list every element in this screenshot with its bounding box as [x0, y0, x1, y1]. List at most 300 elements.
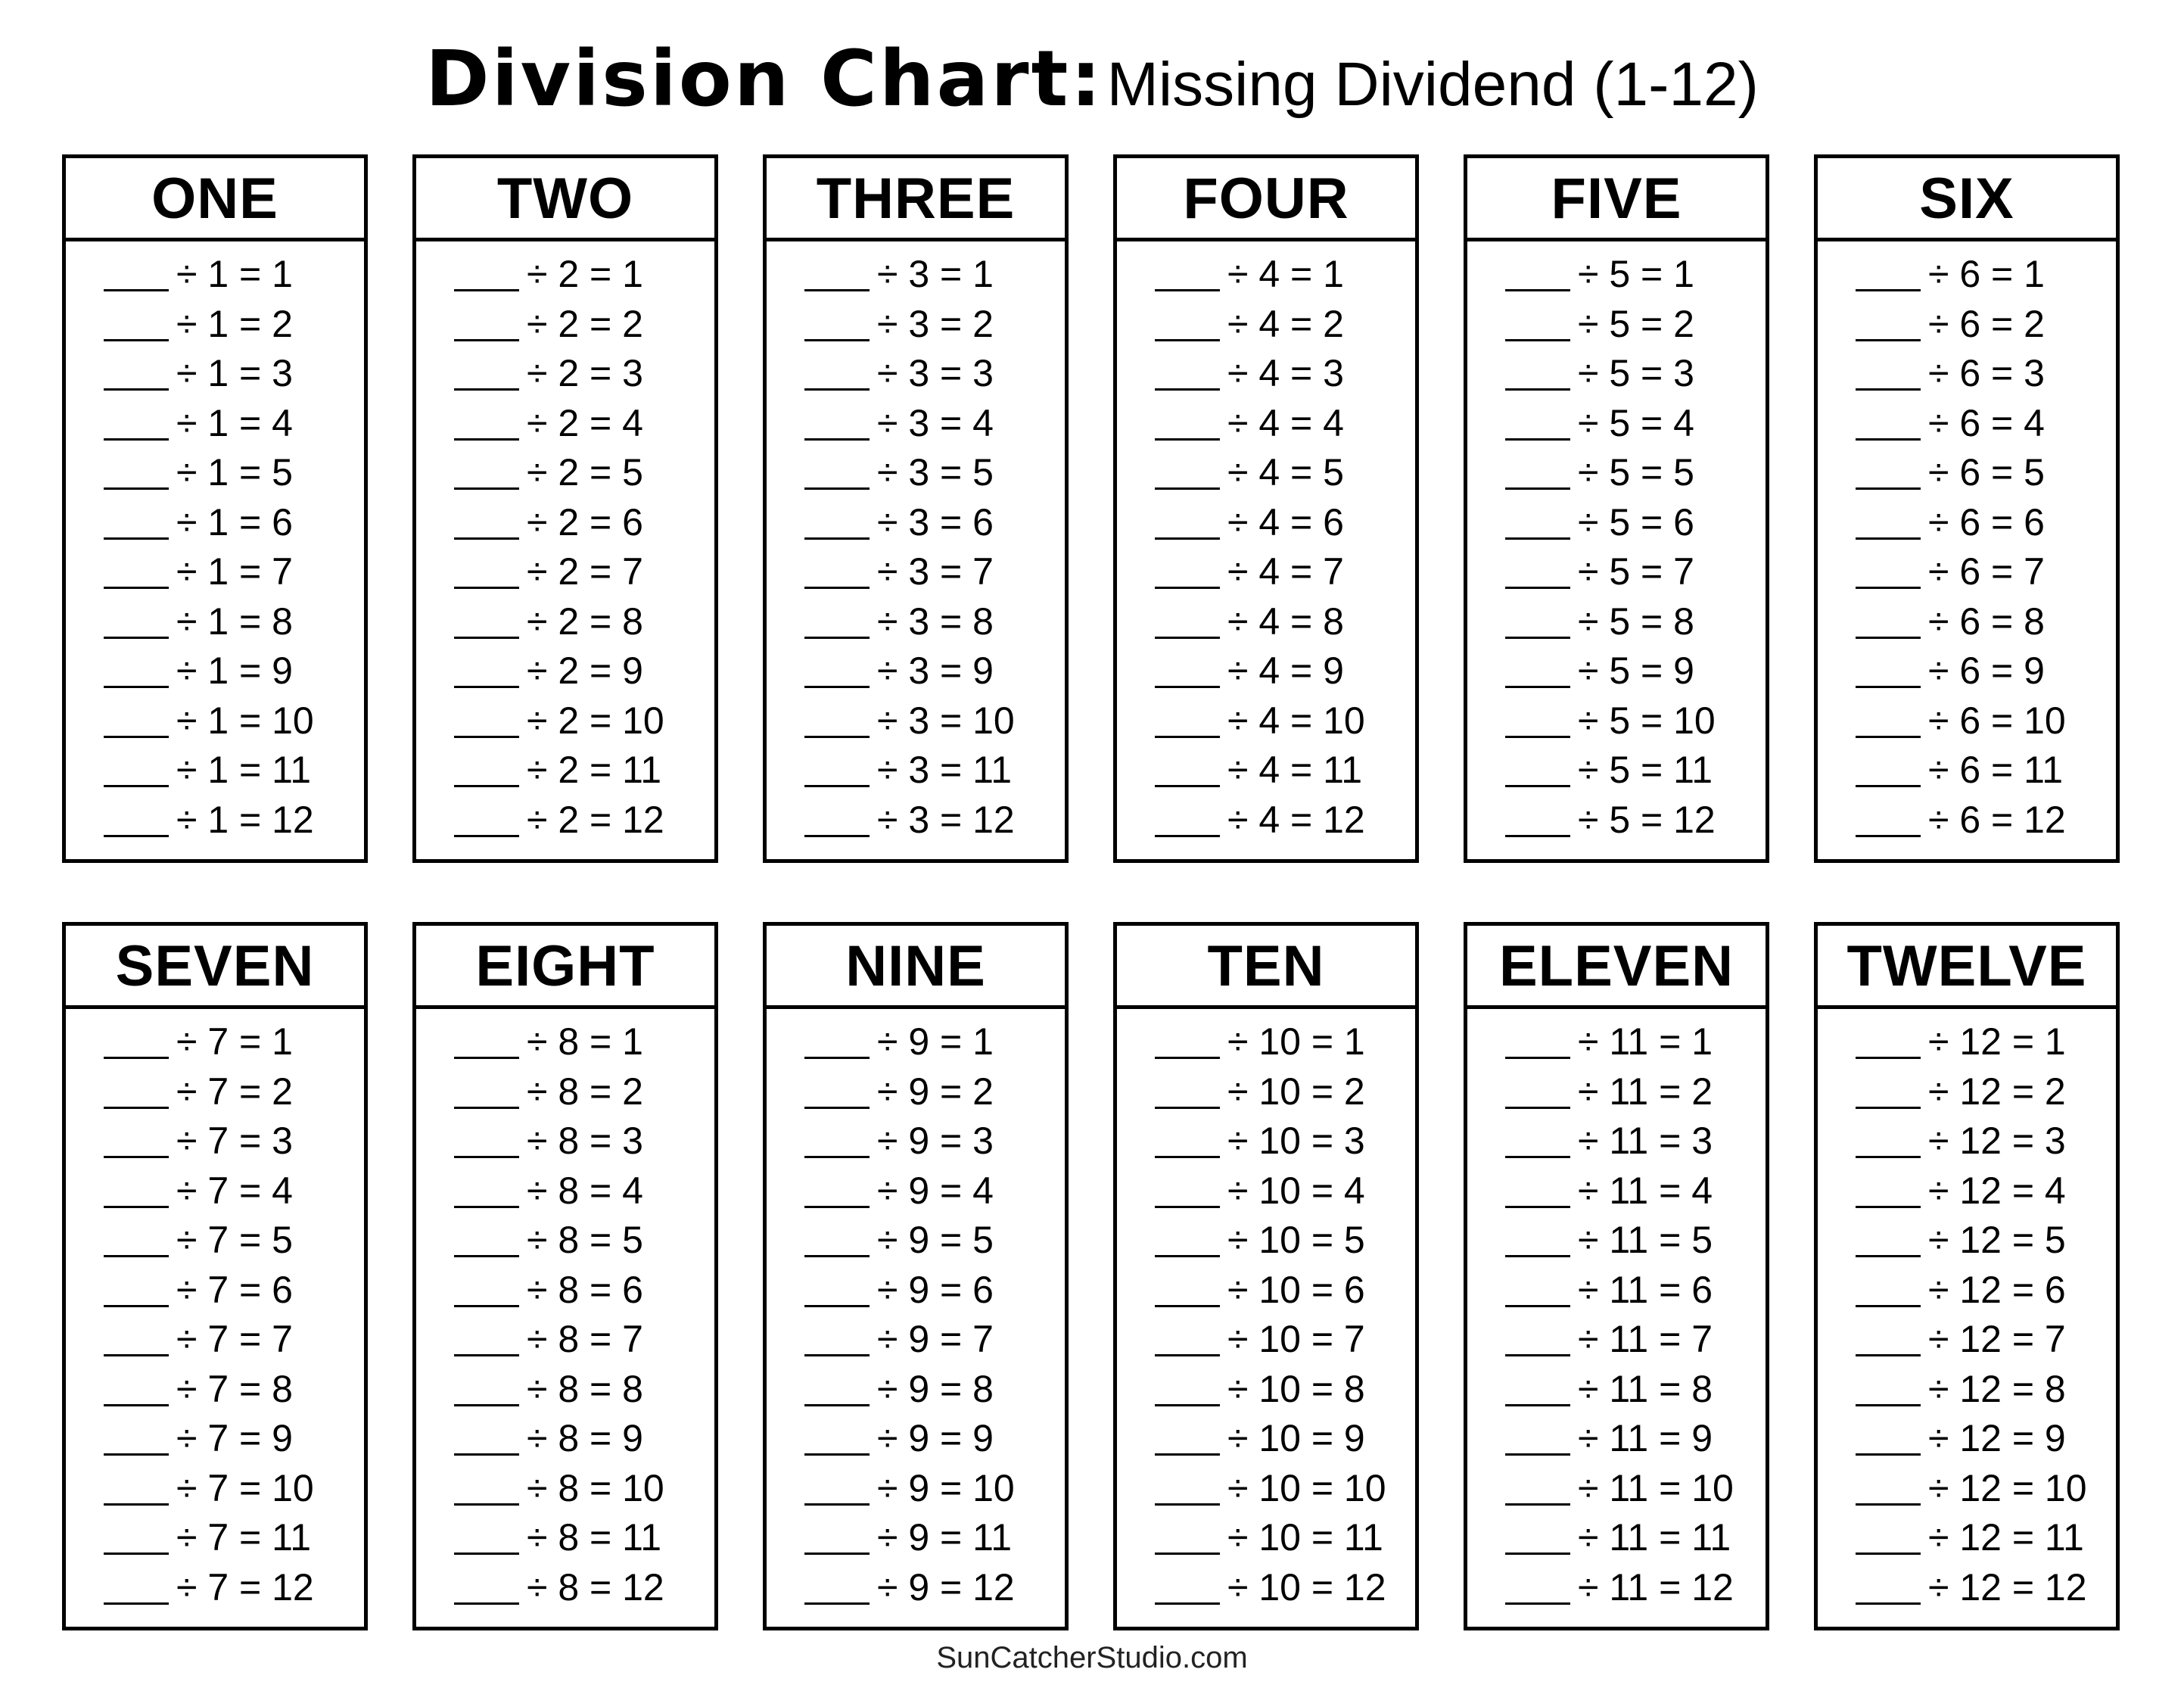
title-subtitle: Missing Dividend (1-12)	[1106, 50, 1759, 119]
equation-row	[1117, 1215, 1415, 1265]
equation-row	[416, 249, 714, 299]
answer-blank[interactable]	[1155, 785, 1220, 787]
answer-blank[interactable]	[804, 785, 870, 787]
card-header: FIVE	[1467, 158, 1766, 241]
answer-blank[interactable]	[104, 1553, 169, 1555]
answer-blank[interactable]	[1155, 487, 1220, 490]
answer-blank[interactable]	[104, 1503, 169, 1506]
equation-row	[767, 1562, 1065, 1612]
equation-text: ÷ 7 = 5	[176, 1219, 293, 1261]
answer-blank[interactable]	[1856, 686, 1921, 688]
equation-row	[416, 596, 714, 646]
answer-blank[interactable]	[1505, 587, 1570, 589]
answer-blank[interactable]	[1505, 438, 1570, 441]
equation-row	[1117, 249, 1415, 299]
equation-row	[1467, 1215, 1766, 1265]
answer-blank[interactable]	[1505, 537, 1570, 540]
division-card-three	[763, 154, 1069, 863]
answer-blank[interactable]	[1155, 438, 1220, 441]
equation-row	[1467, 1562, 1766, 1612]
equation-text: ÷ 5 = 7	[1578, 550, 1694, 593]
answer-blank[interactable]	[804, 1404, 870, 1406]
equation-row	[1117, 547, 1415, 596]
answer-blank[interactable]	[104, 438, 169, 441]
equation-row	[1818, 1116, 2116, 1166]
answer-blank[interactable]	[1505, 1305, 1570, 1307]
answer-blank[interactable]	[1856, 1503, 1921, 1506]
equation-text: ÷ 5 = 6	[1578, 500, 1694, 543]
equation-text: ÷ 4 = 5	[1227, 451, 1344, 494]
equation-text: ÷ 2 = 1	[527, 253, 643, 295]
equation-row	[767, 1512, 1065, 1562]
equation-text: ÷ 9 = 11	[877, 1516, 1013, 1559]
answer-blank[interactable]	[1505, 1553, 1570, 1555]
answer-blank[interactable]	[804, 1453, 870, 1456]
equation-row	[416, 1265, 714, 1315]
answer-blank[interactable]	[1856, 339, 1921, 341]
equation-text: ÷ 7 = 10	[176, 1466, 314, 1509]
answer-blank[interactable]	[804, 537, 870, 540]
equation-row	[1117, 1364, 1415, 1414]
equation-text: ÷ 9 = 1	[877, 1020, 994, 1063]
equation-row	[1818, 696, 2116, 746]
equation-row	[1117, 1067, 1415, 1117]
answer-blank[interactable]	[804, 1503, 870, 1506]
equation-row	[66, 249, 364, 299]
equation-text: ÷ 8 = 9	[527, 1417, 643, 1459]
equation-text: ÷ 6 = 9	[1928, 649, 2045, 692]
equation-row	[416, 1116, 714, 1166]
answer-blank[interactable]	[1856, 438, 1921, 441]
answer-blank[interactable]	[454, 1107, 519, 1109]
equation-row	[767, 696, 1065, 746]
equation-row	[1818, 547, 2116, 596]
answer-blank[interactable]	[1856, 1206, 1921, 1208]
equation-row	[416, 1512, 714, 1562]
answer-blank[interactable]	[1856, 1354, 1921, 1356]
answer-blank[interactable]	[1155, 339, 1220, 341]
equation-row	[416, 547, 714, 596]
equation-row	[1818, 299, 2116, 349]
answer-blank[interactable]	[1856, 388, 1921, 391]
answer-blank[interactable]	[454, 1156, 519, 1158]
equation-text: ÷ 4 = 11	[1227, 749, 1363, 791]
card-header: EIGHT	[416, 926, 714, 1009]
answer-blank[interactable]	[1505, 487, 1570, 490]
equation-row	[416, 348, 714, 398]
equation-row	[767, 1116, 1065, 1166]
answer-blank[interactable]	[104, 1206, 169, 1208]
equation-row	[1467, 1314, 1766, 1364]
equation-row	[416, 1067, 714, 1117]
equation-row	[1467, 348, 1766, 398]
answer-blank[interactable]	[1155, 1354, 1220, 1356]
answer-blank[interactable]	[804, 1602, 870, 1605]
answer-blank[interactable]	[1505, 1503, 1570, 1506]
answer-blank[interactable]	[454, 835, 519, 837]
answer-blank[interactable]	[454, 1602, 519, 1605]
answer-blank[interactable]	[1505, 835, 1570, 837]
equation-row	[1117, 1314, 1415, 1364]
answer-blank[interactable]	[1155, 637, 1220, 639]
answer-blank[interactable]	[454, 1354, 519, 1356]
equation-text: ÷ 9 = 7	[877, 1318, 994, 1360]
equation-text: ÷ 2 = 9	[527, 649, 643, 692]
equation-text: ÷ 11 = 12	[1578, 1565, 1734, 1609]
equation-row	[1818, 1562, 2116, 1612]
answer-blank[interactable]	[804, 835, 870, 837]
equation-row	[1818, 249, 2116, 299]
equation-row	[1117, 1463, 1415, 1513]
equation-text: ÷ 11 = 9	[1578, 1417, 1713, 1459]
answer-blank[interactable]	[104, 1602, 169, 1605]
answer-blank[interactable]	[804, 1057, 870, 1059]
answer-blank[interactable]	[1505, 1354, 1570, 1356]
answer-blank[interactable]	[1155, 587, 1220, 589]
equation-row	[1117, 1512, 1415, 1562]
answer-blank[interactable]	[804, 686, 870, 688]
equation-row	[66, 646, 364, 696]
card-header: NINE	[767, 926, 1065, 1009]
answer-blank[interactable]	[104, 487, 169, 490]
answer-blank[interactable]	[1505, 736, 1570, 738]
answer-blank[interactable]	[104, 1305, 169, 1307]
equation-text: ÷ 12 = 2	[1928, 1070, 2066, 1113]
answer-blank[interactable]	[1155, 1107, 1220, 1109]
equation-text: ÷ 6 = 10	[1928, 699, 2066, 742]
equation-row	[1117, 745, 1415, 795]
answer-blank[interactable]	[1505, 1602, 1570, 1605]
answer-blank[interactable]	[804, 1354, 870, 1356]
answer-blank[interactable]	[1155, 835, 1220, 837]
answer-blank[interactable]	[1856, 1453, 1921, 1456]
answer-blank[interactable]	[1505, 339, 1570, 341]
equation-row	[416, 1463, 714, 1513]
equation-row	[767, 398, 1065, 448]
answer-blank[interactable]	[1856, 537, 1921, 540]
answer-blank[interactable]	[454, 785, 519, 787]
equation-text: ÷ 5 = 5	[1578, 451, 1694, 494]
card-header: TWO	[416, 158, 714, 241]
answer-blank[interactable]	[1856, 1305, 1921, 1307]
answer-blank[interactable]	[804, 487, 870, 490]
answer-blank[interactable]	[454, 537, 519, 540]
equation-text: ÷ 1 = 8	[176, 600, 293, 643]
answer-blank[interactable]	[1856, 736, 1921, 738]
equation-row	[66, 348, 364, 398]
equation-row	[1467, 795, 1766, 845]
answer-blank[interactable]	[1155, 1206, 1220, 1208]
answer-blank[interactable]	[1155, 289, 1220, 291]
answer-blank[interactable]	[104, 637, 169, 639]
equation-text: ÷ 6 = 4	[1928, 401, 2045, 444]
equation-row	[1117, 596, 1415, 646]
equation-row	[767, 299, 1065, 349]
answer-blank[interactable]	[454, 587, 519, 589]
equation-row	[1467, 596, 1766, 646]
equation-text: ÷ 3 = 7	[877, 550, 994, 593]
answer-blank[interactable]	[1505, 1404, 1570, 1406]
answer-blank[interactable]	[1856, 637, 1921, 639]
answer-blank[interactable]	[1155, 736, 1220, 738]
equation-text: ÷ 2 = 12	[527, 798, 664, 841]
answer-blank[interactable]	[104, 289, 169, 291]
division-card-eleven	[1464, 922, 1769, 1630]
equation-row	[1818, 1166, 2116, 1216]
equation-text: ÷ 11 = 6	[1578, 1268, 1713, 1311]
answer-blank[interactable]	[454, 1255, 519, 1257]
equation-text: ÷ 10 = 2	[1227, 1070, 1365, 1113]
equation-text: ÷ 10 = 1	[1227, 1020, 1365, 1063]
answer-blank[interactable]	[454, 686, 519, 688]
equation-row	[1117, 398, 1415, 448]
equation-text: ÷ 4 = 4	[1227, 401, 1344, 444]
equation-text: ÷ 12 = 4	[1928, 1169, 2066, 1212]
equation-text: ÷ 6 = 11	[1928, 749, 2064, 791]
equation-text: ÷ 4 = 3	[1227, 352, 1344, 394]
answer-blank[interactable]	[104, 388, 169, 391]
answer-blank[interactable]	[104, 835, 169, 837]
answer-blank[interactable]	[804, 1255, 870, 1257]
answer-blank[interactable]	[1856, 835, 1921, 837]
answer-blank[interactable]	[1856, 1057, 1921, 1059]
answer-blank[interactable]	[1155, 1453, 1220, 1456]
equation-row	[416, 1215, 714, 1265]
answer-blank[interactable]	[804, 289, 870, 291]
equation-row	[1818, 1314, 2116, 1364]
answer-blank[interactable]	[454, 1057, 519, 1059]
answer-blank[interactable]	[1155, 537, 1220, 540]
answer-blank[interactable]	[804, 1156, 870, 1158]
equation-text: ÷ 3 = 6	[877, 500, 994, 543]
equation-text: ÷ 8 = 6	[527, 1268, 643, 1311]
answer-blank[interactable]	[804, 339, 870, 341]
answer-blank[interactable]	[1856, 1404, 1921, 1406]
equation-row	[66, 1512, 364, 1562]
equation-text: ÷ 9 = 2	[877, 1070, 994, 1113]
answer-blank[interactable]	[454, 1404, 519, 1406]
equation-row	[1818, 1067, 2116, 1117]
answer-blank[interactable]	[104, 1404, 169, 1406]
equation-row	[1467, 1364, 1766, 1414]
answer-blank[interactable]	[804, 587, 870, 589]
equation-text: ÷ 8 = 12	[527, 1565, 664, 1609]
answer-blank[interactable]	[1856, 289, 1921, 291]
equation-text: ÷ 11 = 1	[1578, 1020, 1713, 1063]
equation-row	[416, 1166, 714, 1216]
answer-blank[interactable]	[1856, 1553, 1921, 1555]
answer-blank[interactable]	[1155, 1404, 1220, 1406]
equation-text: ÷ 2 = 6	[527, 500, 643, 543]
equation-text: ÷ 7 = 9	[176, 1417, 293, 1459]
equation-row	[1117, 497, 1415, 547]
answer-blank[interactable]	[1155, 1255, 1220, 1257]
answer-blank[interactable]	[804, 736, 870, 738]
equation-row	[416, 447, 714, 497]
answer-blank[interactable]	[1505, 388, 1570, 391]
equation-text: ÷ 11 = 11	[1578, 1516, 1731, 1559]
answer-blank[interactable]	[1505, 1453, 1570, 1456]
answer-blank[interactable]	[104, 587, 169, 589]
division-card-twelve	[1814, 922, 2120, 1630]
answer-blank[interactable]	[1856, 587, 1921, 589]
equation-text: ÷ 5 = 3	[1578, 352, 1694, 394]
equation-row	[416, 1364, 714, 1414]
equation-row	[1467, 398, 1766, 448]
equation-row	[767, 1364, 1065, 1414]
equation-text: ÷ 12 = 7	[1928, 1318, 2066, 1360]
answer-blank[interactable]	[804, 1107, 870, 1109]
answer-blank[interactable]	[1505, 686, 1570, 688]
answer-blank[interactable]	[104, 1255, 169, 1257]
answer-blank[interactable]	[1856, 1107, 1921, 1109]
equation-row	[66, 795, 364, 845]
division-card-six	[1814, 154, 2120, 863]
answer-blank[interactable]	[1856, 1255, 1921, 1257]
answer-blank[interactable]	[1505, 1107, 1570, 1109]
answer-blank[interactable]	[454, 1453, 519, 1456]
answer-blank[interactable]	[454, 637, 519, 639]
answer-blank[interactable]	[454, 1503, 519, 1506]
answer-blank[interactable]	[454, 736, 519, 738]
equation-row	[66, 1314, 364, 1364]
answer-blank[interactable]	[104, 1156, 169, 1158]
equation-text: ÷ 7 = 6	[176, 1268, 293, 1311]
equation-row	[767, 1463, 1065, 1513]
equation-row	[1818, 1017, 2116, 1067]
answer-blank[interactable]	[1155, 1602, 1220, 1605]
answer-blank[interactable]	[454, 289, 519, 291]
division-card-eight	[412, 922, 718, 1630]
answer-blank[interactable]	[104, 1107, 169, 1109]
answer-blank[interactable]	[1505, 1156, 1570, 1158]
equation-text: ÷ 2 = 3	[527, 352, 643, 394]
answer-blank[interactable]	[804, 1553, 870, 1555]
answer-blank[interactable]	[454, 487, 519, 490]
equation-text: ÷ 1 = 10	[176, 699, 314, 742]
answer-blank[interactable]	[1505, 1057, 1570, 1059]
answer-blank[interactable]	[454, 438, 519, 441]
answer-blank[interactable]	[104, 1354, 169, 1356]
answer-blank[interactable]	[1856, 487, 1921, 490]
answer-blank[interactable]	[104, 686, 169, 688]
answer-blank[interactable]	[804, 438, 870, 441]
card-header: SEVEN	[66, 926, 364, 1009]
equation-row	[1818, 1512, 2116, 1562]
answer-blank[interactable]	[1505, 289, 1570, 291]
equation-text: ÷ 5 = 12	[1578, 798, 1716, 841]
equation-row	[767, 1215, 1065, 1265]
equation-text: ÷ 4 = 1	[1227, 253, 1344, 295]
equation-text: ÷ 3 = 8	[877, 600, 994, 643]
equation-text: ÷ 1 = 4	[176, 401, 293, 444]
answer-blank[interactable]	[454, 339, 519, 341]
equation-text: ÷ 11 = 7	[1578, 1318, 1713, 1360]
answer-blank[interactable]	[454, 1305, 519, 1307]
equation-text: ÷ 8 = 5	[527, 1219, 643, 1261]
equation-text: ÷ 10 = 3	[1227, 1120, 1365, 1162]
answer-blank[interactable]	[1856, 785, 1921, 787]
equation-row	[1818, 745, 2116, 795]
equation-row	[1467, 1017, 1766, 1067]
answer-blank[interactable]	[104, 1057, 169, 1059]
answer-blank[interactable]	[1505, 785, 1570, 787]
equation-row	[66, 1116, 364, 1166]
answer-blank[interactable]	[1155, 1553, 1220, 1555]
equation-row	[1467, 249, 1766, 299]
answer-blank[interactable]	[1155, 388, 1220, 391]
equation-row	[416, 497, 714, 547]
equation-text: ÷ 1 = 1	[176, 253, 293, 295]
equation-row	[416, 1413, 714, 1463]
answer-blank[interactable]	[104, 537, 169, 540]
answer-blank[interactable]	[1155, 1156, 1220, 1158]
answer-blank[interactable]	[1155, 1305, 1220, 1307]
equation-row	[767, 1314, 1065, 1364]
answer-blank[interactable]	[1155, 1057, 1220, 1059]
equation-text: ÷ 4 = 7	[1227, 550, 1344, 593]
equation-text: ÷ 12 = 11	[1928, 1516, 2084, 1559]
answer-blank[interactable]	[1856, 1602, 1921, 1605]
answer-blank[interactable]	[454, 1553, 519, 1555]
answer-blank[interactable]	[104, 785, 169, 787]
answer-blank[interactable]	[1505, 637, 1570, 639]
equation-row	[1818, 795, 2116, 845]
equation-row	[1117, 646, 1415, 696]
answer-blank[interactable]	[1155, 1503, 1220, 1506]
equation-row	[1818, 1364, 2116, 1414]
equation-row	[1467, 745, 1766, 795]
answer-blank[interactable]	[804, 1206, 870, 1208]
answer-blank[interactable]	[1155, 686, 1220, 688]
equation-text: ÷ 8 = 11	[527, 1516, 662, 1559]
answer-blank[interactable]	[454, 388, 519, 391]
answer-blank[interactable]	[104, 339, 169, 341]
answer-blank[interactable]	[454, 1206, 519, 1208]
equation-text: ÷ 4 = 12	[1227, 798, 1365, 841]
answer-blank[interactable]	[804, 637, 870, 639]
equation-text: ÷ 12 = 1	[1928, 1020, 2066, 1063]
answer-blank[interactable]	[104, 736, 169, 738]
equation-row	[66, 1413, 364, 1463]
equation-row	[66, 547, 364, 596]
equation-row	[66, 1166, 364, 1216]
answer-blank[interactable]	[804, 1305, 870, 1307]
answer-blank[interactable]	[1505, 1255, 1570, 1257]
answer-blank[interactable]	[1505, 1206, 1570, 1208]
equation-row	[416, 299, 714, 349]
equation-row	[1117, 696, 1415, 746]
equation-row	[1467, 1463, 1766, 1513]
equation-row	[1117, 447, 1415, 497]
equation-text: ÷ 12 = 8	[1928, 1367, 2066, 1410]
answer-blank[interactable]	[804, 388, 870, 391]
answer-blank[interactable]	[1856, 1156, 1921, 1158]
equation-text: ÷ 7 = 7	[176, 1318, 293, 1360]
equation-row	[66, 447, 364, 497]
footer-credit: SunCatcherStudio.com	[936, 1641, 1248, 1674]
equation-text: ÷ 4 = 2	[1227, 302, 1344, 345]
equation-row	[767, 1265, 1065, 1315]
answer-blank[interactable]	[104, 1453, 169, 1456]
equation-row	[1117, 1265, 1415, 1315]
equation-row	[1467, 1265, 1766, 1315]
equation-text: ÷ 7 = 2	[176, 1070, 293, 1113]
equation-text: ÷ 2 = 7	[527, 550, 643, 593]
equation-text: ÷ 8 = 10	[527, 1466, 664, 1509]
card-header: FOUR	[1117, 158, 1415, 241]
equation-row	[1117, 1017, 1415, 1067]
